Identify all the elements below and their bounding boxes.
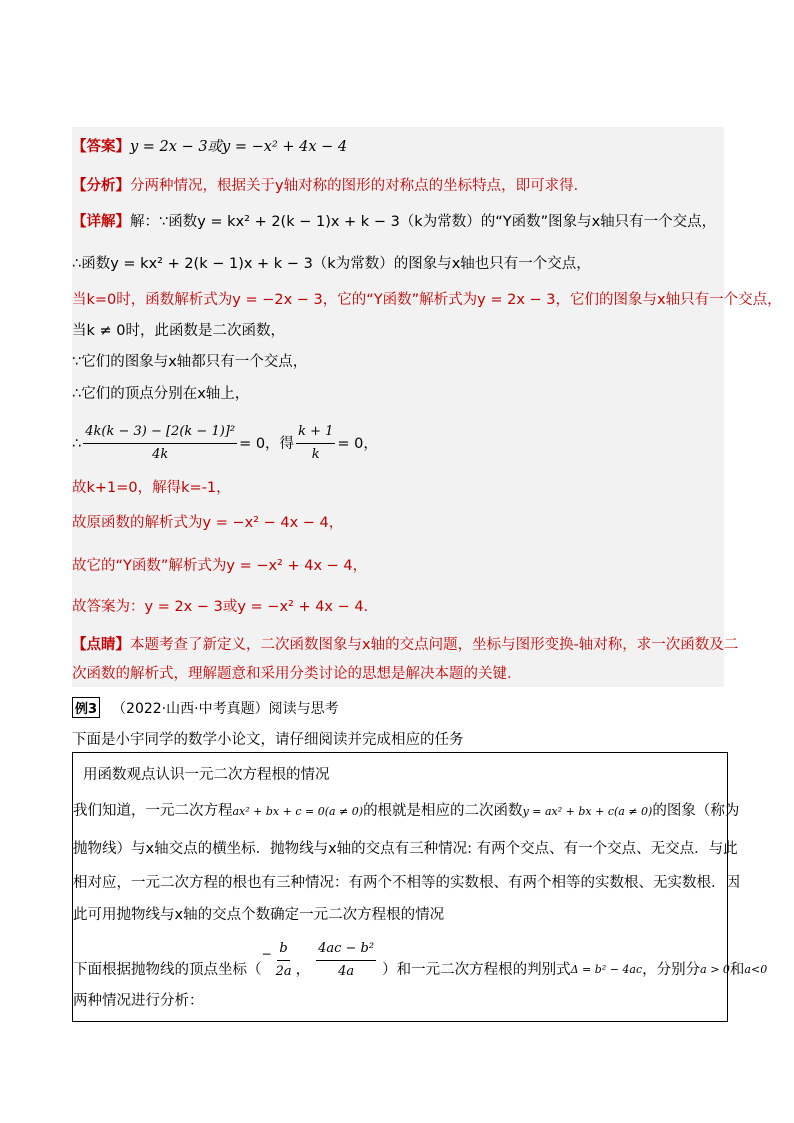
analysis-row: 【分析】分两种情况，根据关于y轴对称的图形的对称点的坐标特点，即可求得．: [72, 178, 589, 194]
example-header: 例3 （2022·山西·中考真题）阅读与思考: [72, 697, 339, 718]
essay-box: [72, 752, 768, 1022]
detail-row-2: ∴函数y = kx² + 2(k − 1)x + k − 3（k为常数）的图象与x轴也只有一个交点，: [72, 256, 591, 272]
detail-row-6: ∴它们的顶点分别在x轴上，: [72, 386, 250, 402]
essay-line-2: 抛物线）与x轴交点的横坐标．抛物线与x轴的交点有三种情况: 有两个交点、有一个交点、无交点．与此: [73, 841, 738, 857]
detail-row-1: 【详解】解：∵函数y = kx² + 2(k − 1)x + k − 3（k为常数）的“Y函数”图象与x轴只有一个交点，: [72, 214, 717, 230]
example-tag: 例3: [72, 697, 100, 718]
detail-row-10: 故它的“Y函数”解析式为y = −x² + 4x − 4，: [72, 558, 368, 574]
vertex-y: $\frac{\text{4ac − b²}}{4a}$: [318, 941, 375, 979]
essay-line-1: 我们知道，一元二次方程ax² + bx + c = 0(a ≠ 0)的根就是相应的二次函数y = ax² + bx + c(a ≠ 0)的图象（称为: [73, 803, 740, 819]
answer-row: 【答案】y = 2x − 3或y = −x² + 4x − 4: [72, 139, 348, 155]
fraction-discriminant: $\frac{\text{4k(k − 3) − [2(k − 1)]²}}{4k}$: [85, 424, 236, 462]
detail-row-3: 当k=0时，函数解析式为y = −2x − 3，它的“Y函数”解析式为y = 2x − 3，它们的图象与x轴只有一个交点，: [72, 292, 782, 308]
detail-row-11: 故答案为：y = 2x − 3或y = −x² + 4x − 4．: [72, 599, 379, 615]
comment-row-2: 次函数的解析式，理解题意和采用分类讨论的思想是解决本题的关键．: [72, 666, 522, 682]
vertex-x: $\frac{b}{2a}$: [275, 941, 292, 979]
essay-line-3: 相对应，一元二次方程的根也有三种情况：有两个不相等的实数根、有两个相等的实数根、无实数根．因: [73, 875, 740, 891]
essay-line-5: 下面根据抛物线的顶点坐标（ − $\frac{b}{2a}$ ， $\frac{\text{4ac − b²}}{4a}$ ）和一元二次方程根的判别式 Δ = b² − 4ac ，分别分 a > 0 和 a<0: [73, 939, 767, 980]
essay-line-6: 两种情况进行分析：: [73, 993, 204, 1009]
detail-row-5: ∵它们的图象与x轴都只有一个交点，: [72, 354, 308, 370]
example-intro: 下面是小宇同学的数学小论文，请仔细阅读并完成相应的任务: [72, 732, 464, 748]
detail-row-8: 故k+1=0，解得k=-1，: [72, 480, 231, 496]
detail-row-7: ∴ $\frac{\text{4k(k − 3) − [2(k − 1)]²}}{4k}$ = 0，得 $\frac{k + 1}{k}$ = 0，: [72, 422, 378, 465]
essay-line-4: 此可用抛物线与x轴的交点个数确定一元二次方程根的情况: [73, 907, 445, 923]
detail-row-4: 当k ≠ 0时，此函数是二次函数，: [72, 323, 285, 339]
detail-row-9: 故原函数的解析式为y = −x² − 4x − 4，: [72, 515, 344, 531]
fraction-k: $\frac{k + 1}{k}$: [298, 424, 334, 462]
comment-row-1: 【点睛】本题考查了新定义，二次函数图象与x轴的交点问题，坐标与图形变换-轴对称，求一次函数及二: [72, 637, 739, 653]
essay-title: 用函数观点认识一元二次方程根的情况: [83, 767, 330, 783]
